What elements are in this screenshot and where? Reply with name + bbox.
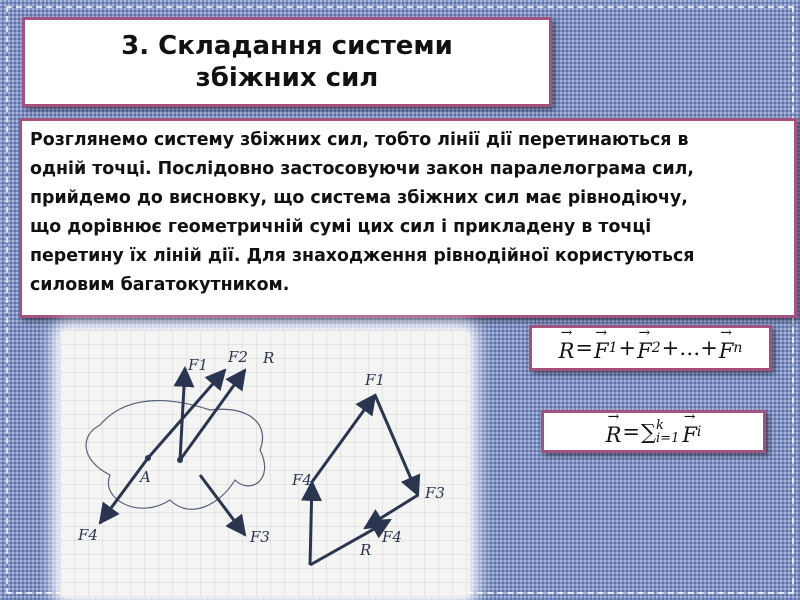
subscript: 1 — [608, 340, 618, 356]
sum-limits — [656, 419, 679, 445]
body-line: силовим багатокутником. — [30, 275, 290, 295]
slide-title — [22, 17, 552, 107]
body-line: перетину їх ліній дії. Для знаходження рівнодійної користуються — [30, 246, 695, 266]
body-line: Розглянемо систему збіжних сил, тобто лінії дії перетинаються в — [30, 130, 689, 150]
title-line-2: збіжних сил — [195, 63, 379, 93]
subscript: n — [733, 340, 743, 356]
vec-f: → F — [682, 417, 697, 447]
body-line: що дорівнює геометричній сумі цих сил і прикладену в точці — [30, 217, 652, 237]
label-r: R — [263, 349, 275, 367]
sigma-sum — [641, 419, 682, 445]
subscript: i — [696, 423, 702, 440]
formula-resultant-sigma — [541, 410, 766, 453]
plus-sign: + — [618, 336, 637, 360]
body-line: прийдемо до висновку, що система збіжних сил має рівнодіючу, — [30, 188, 688, 208]
sum-upper: k — [656, 417, 664, 433]
point-a-dot — [145, 455, 151, 461]
body-text-box — [19, 118, 797, 318]
force-sketch-photo — [60, 330, 470, 598]
vec-f: → F — [719, 333, 734, 363]
label-f4: F4 — [78, 526, 98, 544]
polygon-f4-arrow — [310, 482, 312, 565]
sigma-symbol: ∑ — [641, 419, 657, 444]
label-f2: F2 — [228, 348, 248, 366]
title-line-1: 3. Складання системи — [121, 31, 453, 61]
label-f1: F1 — [188, 356, 208, 374]
label-polygon-f1: F1 — [365, 371, 385, 389]
sum-lower: i=1 — [656, 430, 680, 446]
vec-r: → R — [606, 417, 622, 447]
vec-f: → F — [637, 333, 652, 363]
vec-r: → R — [559, 333, 575, 363]
body-line: одній точці. Послідовно застосовуючи закон паралелограма сил, — [30, 159, 694, 179]
label-f3: F3 — [250, 528, 270, 546]
formula-resultant-sum — [529, 325, 772, 371]
vec-f: → F — [594, 333, 609, 363]
equals-sign: = — [575, 336, 593, 360]
label-polygon-f4b: F4 — [382, 528, 402, 546]
label-polygon-f4: F4 — [292, 471, 312, 489]
label-polygon-f3: F3 — [425, 484, 445, 502]
ellipsis-plus: +…+ — [661, 336, 718, 360]
subscript: 2 — [651, 340, 661, 356]
label-polygon-r: R — [360, 541, 372, 559]
equals-sign: = — [622, 419, 641, 444]
label-a: A — [140, 468, 151, 486]
point-dot — [177, 457, 183, 463]
force-sketch — [60, 330, 470, 598]
